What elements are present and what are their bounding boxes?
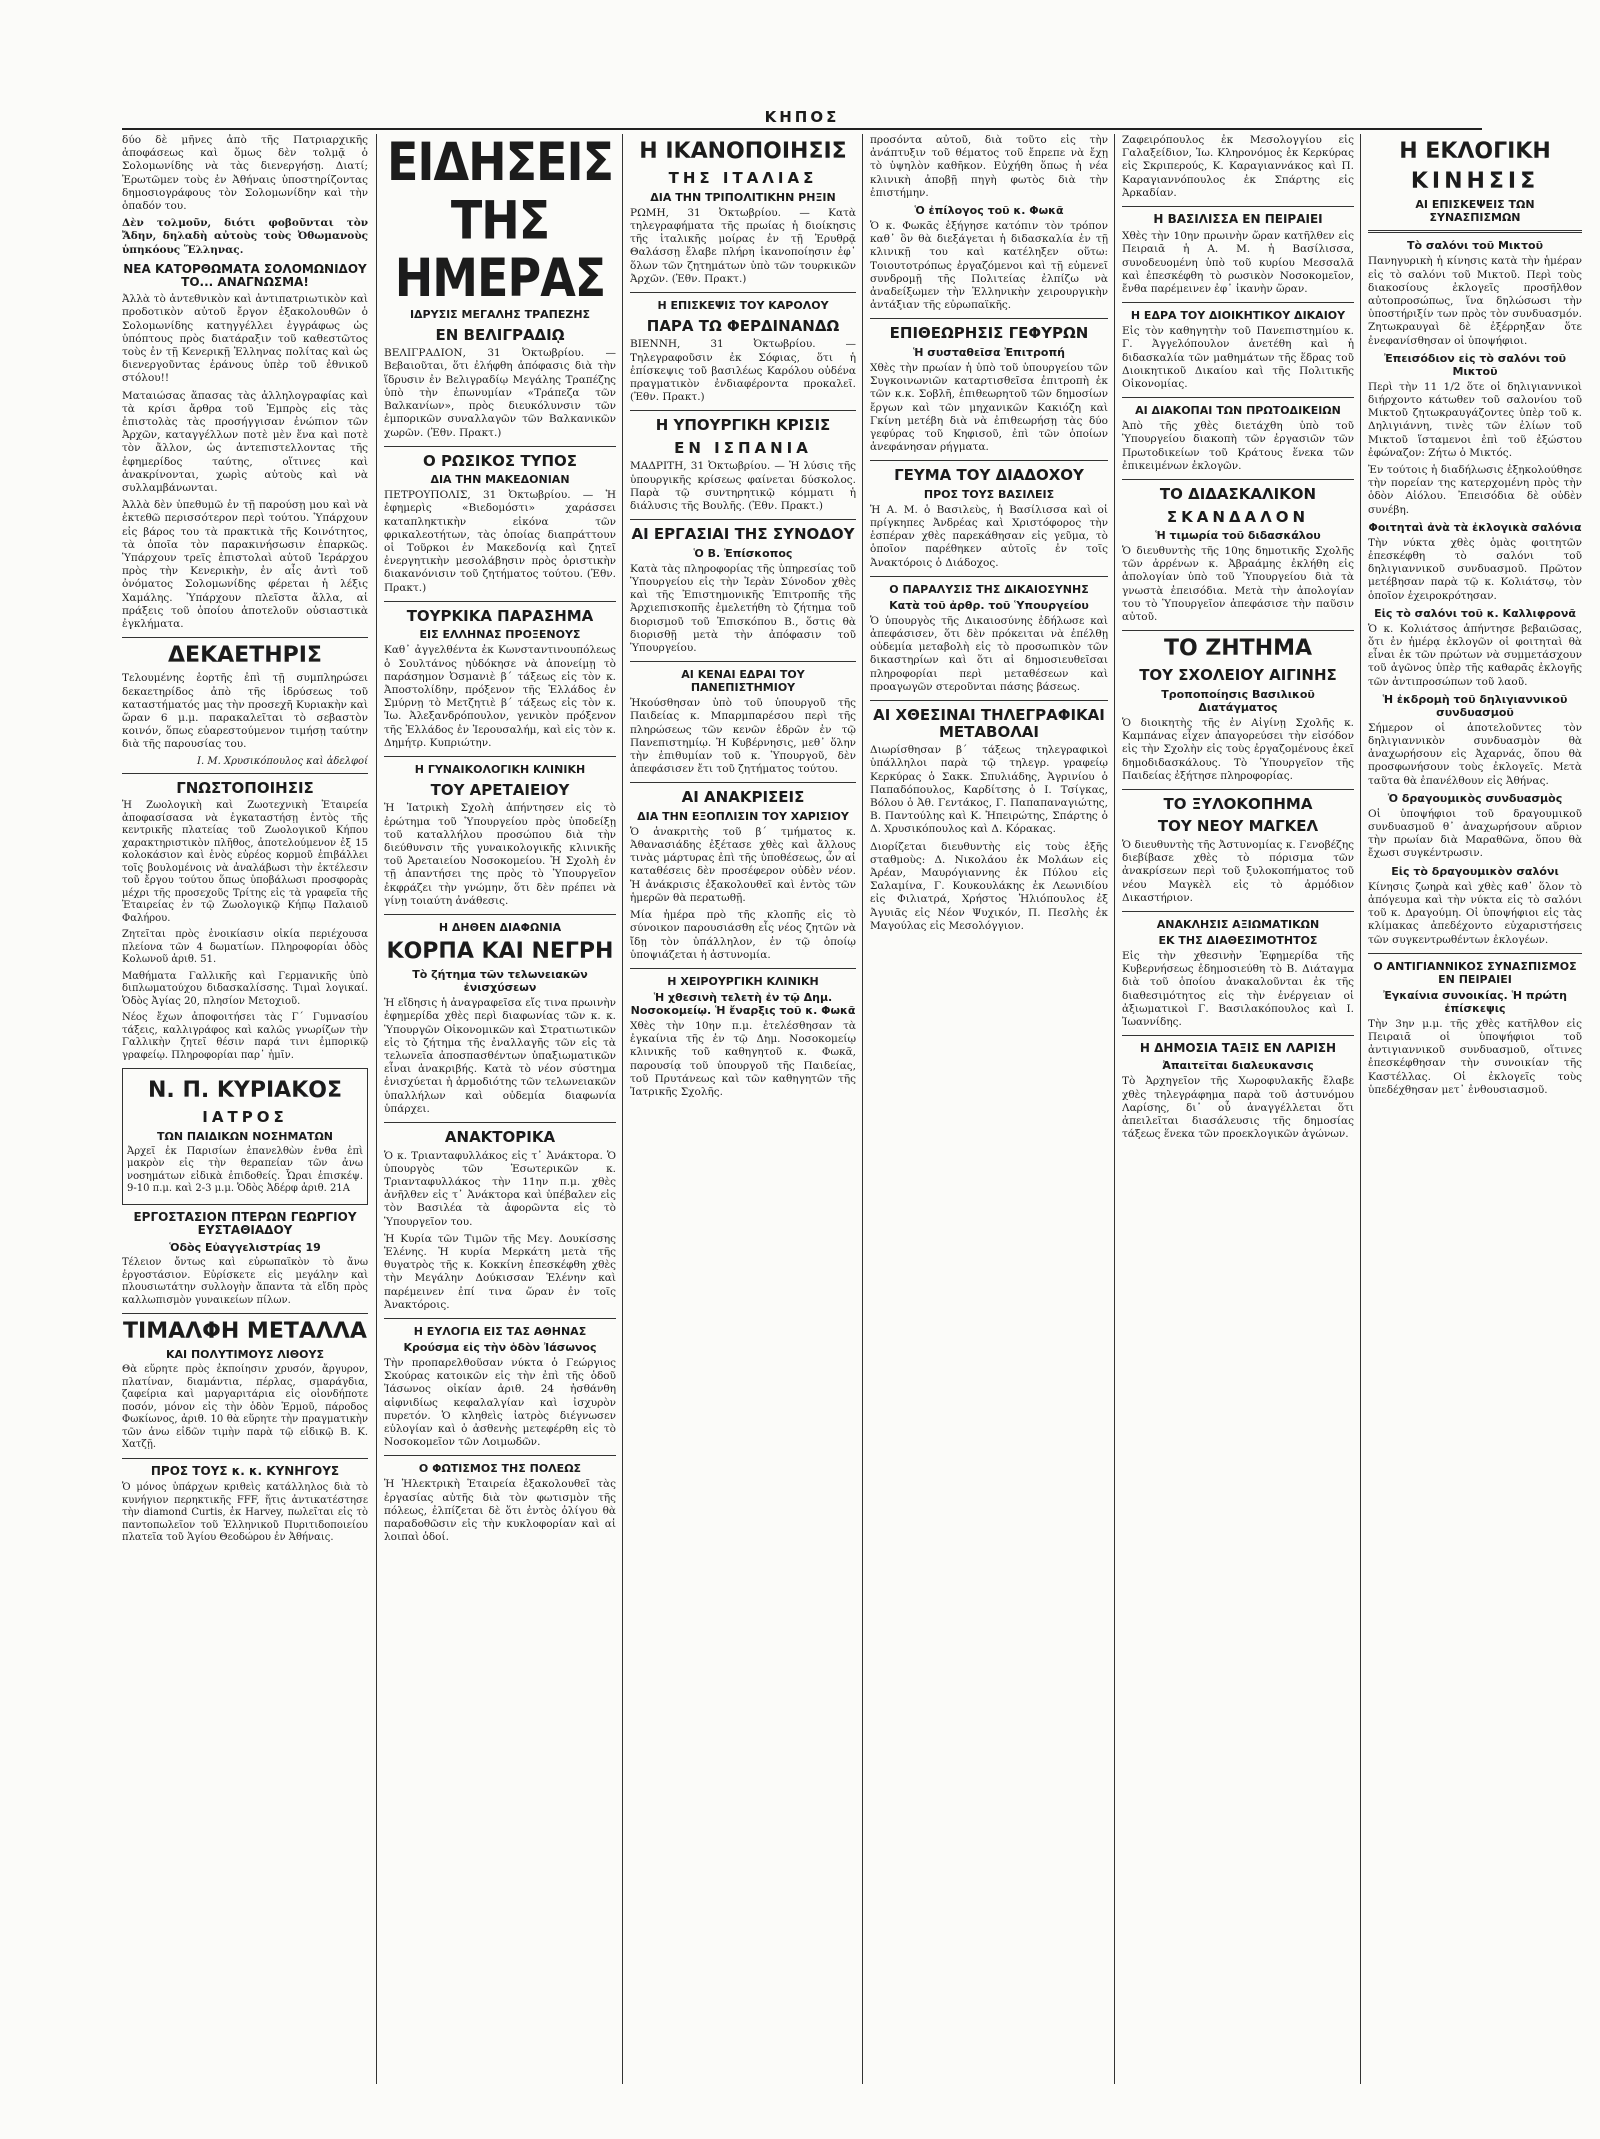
- article-text: Τὴν 3ην μ.μ. τῆς χθὲς κατῆλθον εἰς Πειραιᾶ οἱ ὑποψήφιοι τοῦ ἀντιγιαννικοῦ συνδυασμοῦ, οἵτινες ἐπεσκέφθησαν τὴν συνοικίαν τῆς Καστέλλας. Οἱ ἐκλογεῖς τοὺς ὑπεδέχθησαν μετ᾽ ἐνθουσιασμοῦ.: [1368, 1017, 1582, 1096]
- separator: [630, 782, 856, 783]
- article-heading: ΕΝ ΒΕΛΙΓΡΑΔΙῼ: [435, 325, 565, 344]
- article-subheading: ΕΚ ΤΗΣ ΔΙΑΘΕΣΙΜΟΤΗΤΟΣ: [1158, 933, 1318, 947]
- article-text: Ἀλλὰ δὲν ὑπεθυμῶ ἐν τῇ παρούσῃ μου καὶ νὰ ἐκτεθῶ περισσότερον περὶ τούτου. Ὑπάρχουν εἰς βάρος του τὰ πρακτικὰ τῆς Κοινότητος, τὰ ὁποῖα τὸν παρακινήσωσιν ἐπαρκῶς. Ὑπάρχουν τρεῖς ἐπιστολαὶ αὐτοῦ Ἱεράρχου πρὸς τὴν Κενερικὴν, ἐν αἷς ἀντὶ τοῦ ὀνόματος Σολομωνίδης φέρεται ἡ λέξις Χαμάλης. Ὑπάρχουν πλεῖστα ἄλλα, αἱ πράξεις τοῦ ὁποίου ἀποτελοῦν οὐσιαστικὰ ἐγκλήματα.: [122, 499, 368, 631]
- article-heading: Ο ΡΩΣΙΚΟΣ ΤΥΠΟΣ: [422, 451, 578, 470]
- article-text: Ὁ κ. Φωκᾶς ἐξήγησε κατόπιν τὸν τρόπον καθ᾽ ὃν θὰ διεξάγεται ἡ διδασκαλία ἐν τῇ κλινικῇ του καὶ κατέληξεν οὕτω: Τοιουτοτρόπως ἐργαζόμενοι καὶ τῇ εὐμενεῖ συνδρομῇ τῆς Πολιτείας ἐλπίζω νὰ ἀναδείξωμεν τὴν Ἑλληνικὴν χειρουργικὴν ἀντάξιαν τῆς εὐρωπαϊκῆς.: [870, 220, 1108, 312]
- article-text: ΒΙΕΝΝΗ, 31 Ὀκτωβρίου. — Τηλεγραφοῦσιν ἐκ Σόφιας, ὅτι ἡ ἐπίσκεψις τοῦ βασιλέως Καρόλου οὐδένα πραγματικὸν ἐνδιαφέροντα προκαλεῖ. (Ἐθν. Πρακτ.): [630, 338, 856, 404]
- article-text: ΡΩΜΗ, 31 Ὀκτωβρίου. — Κατὰ τηλεγραφήματα τῆς πρωίας ἡ διοίκησις τῆς ἰταλικῆς μοίρας ἐν τῇ Ἐρυθρᾷ Θαλάσσῃ ἔλαβε πλήρη ἱκανοποίησιν ἐφ᾽ ὅλων τῶν ζητημάτων ὑπὸ τῶν τουρκικῶν Ἀρχῶν. (Ἐθν. Πρακτ.): [630, 206, 856, 285]
- article-text: ΠΕΤΡΟΥΠΟΛΙΣ, 31 Ὀκτωβρίου. — Ἡ ἐφημερὶς «Βιεδομόστι» χαράσσει καταπληκτικὴν εἰκόνα τῶν φρικαλεοτήτων, τὰς ὁποίας διαπράττουν οἱ Τοῦρκοι ἐν Μακεδονίᾳ καὶ ζητεῖ ἐνεργητικὴν μεσολάβησιν πρὸς ὁριστικὴν διακανόνισιν τοῦ ζητήματος τούτου. (Ἐθν. Πρακτ.): [384, 489, 616, 594]
- advert-heading: ΠΡΟΣ ΤΟΥΣ κ. κ. ΚΥΝΗΓΟΥΣ: [150, 1463, 340, 1478]
- separator: [870, 576, 1108, 577]
- article-heading: ΙΔΡΥΣΙΣ ΜΕΓΑΛΗΣ ΤΡΑΠΕΖΗΣ: [409, 307, 591, 321]
- article-text: Ζαφειρόπουλος ἐκ Μεσολογγίου εἰς Γαλαξείδιον, Ἰω. Κληρονόμος ἐκ Κερκύρας εἰς Σκριπερούς, Κ. Καραγιαννάκος καὶ Π. Καραγιαννόπουλος ἐκ Σπάρτης εἰς Ἀρκαδίαν.: [1122, 134, 1354, 199]
- separator: [870, 700, 1108, 701]
- article-text: Εἰς τὸν καθηγητὴν τοῦ Πανεπιστημίου κ. Γ. Ἀγγελόπουλον ἀνετέθη καὶ ἡ διδασκαλία τῶν μαθημάτων τῆς ἕδρας τοῦ Διοικητικοῦ Δικαίου καὶ τῆς Πολιτικῆς Οἰκονομίας.: [1122, 325, 1354, 391]
- separator: [870, 318, 1108, 319]
- column-6: [1368, 134, 1582, 2084]
- advert-heading: Ν. Π. ΚΥΡΙΑΚΟΣ: [148, 1078, 342, 1104]
- section-heading: ΚΙΝΗΣΙΣ: [1410, 169, 1540, 195]
- advert-subheading: ΙΑΤΡΟΣ: [202, 1108, 288, 1127]
- article-subheading: Ἡ τιμωρία τοῦ διδασκάλου: [1155, 529, 1321, 543]
- article-subheading: ΔΙΑ ΤΗΝ ΤΡΙΠΟΛΙΤΙΚΗΝ ΡΗΞΙΝ: [650, 190, 836, 204]
- advert-box: [122, 1068, 368, 1205]
- column-1: [122, 134, 368, 2084]
- article-text: Ὁ διευθυντὴς τῆς 10ης δημοτικῆς Σχολῆς τῶν ἀρρένων κ. Ἀβραάμης ἐκλήθη εἰς ἀπολογίαν ὑπὸ τοῦ Ὑπουργείου διὰ τὰ γνωστὰ ἐπεισόδια. Μετὰ τὴν ἀπολογίαν του τὸ Ὑπουργεῖον ἀπεφάσισε τὴν παῦσιν αὐτοῦ.: [1122, 545, 1354, 624]
- separator: [1122, 1035, 1354, 1036]
- article-heading: ΓΕΥΜΑ ΤΟΥ ΔΙΑΔΟΧΟΥ: [894, 466, 1084, 485]
- separator: [122, 1313, 368, 1314]
- article-text: ΜΑΔΡΙΤΗ, 31 Ὀκτωβρίου. — Ἡ λύσις τῆς ὑπουργικῆς κρίσεως φαίνεται δύσκολος. Παρὰ τῷ συντηρητικῷ κόμματι ἡ διάλυσις τῆς Βουλῆς. (Ἐθν. Πρακτ.): [630, 460, 856, 513]
- article-subheading: Φοιτηταὶ ἀνὰ τὰ ἐκλογικὰ σαλόνια: [1368, 520, 1582, 534]
- article-heading: ΑΙ ΚΕΝΑΙ ΕΔΡΑΙ ΤΟΥ ΠΑΝΕΠΙΣΤΗΜΙΟΥ: [681, 668, 805, 695]
- article-subheading: Ἀπαιτεῖται διαλευκανσις: [1162, 1059, 1314, 1073]
- article-heading: ΓΝΩΣΤΟΠΟΙΗΣΙΣ: [176, 778, 314, 797]
- article-text: Διωρίσθησαν β΄ τάξεως τηλεγραφικοὶ ὑπάλληλοι παρὰ τῷ τηλεγρ. γραφείῳ Κερκύρας ὁ Σακκ. Σπυλιάδης, Ἀγρινίου ὁ Παπαδόπουλος, Καρδίτσης ὁ Ι. Τσίγκας, Βόλου ὁ Ἀθ. Γεντάκος, Γ. Παπαπαναγιώτης, Β. Παντούλης καὶ Κ. Ἠπειρώτης, Σπάρτης ὁ Δ. Χρυσικόπουλος καὶ Δ. Κόρακας.: [870, 744, 1108, 836]
- article-subheading: Ὁ ἐπίλογος τοῦ κ. Φωκᾶ: [914, 204, 1064, 218]
- article-text: Σήμερον οἱ ἀποτελοῦντες τὸν δηλιγιαννικὸν συνδυασμὸν θὰ ἀναχωρήσουν εἰς Ἀχαρνάς, ὅπου θὰ προσφωνήσουν τοὺς ἐκλογεῖς. Μετὰ ταῦτα θὰ ἐπανέλθουν εἰς Ἀθήνας.: [1368, 721, 1582, 787]
- article-heading: Ο ΦΩΤΙΣΜΟΣ ΤΗΣ ΠΟΛΕΩΣ: [418, 1462, 582, 1476]
- article-subheading: ΔΙΑ ΤΗΝ ΕΞΟΠΛΙΣΙΝ ΤΟΥ ΧΑΡΙΣΙΟΥ: [637, 809, 849, 823]
- article-heading: Η ΥΠΟΥΡΓΙΚΗ ΚΡΙΣΙΣ: [655, 416, 831, 435]
- article-text: Τὴν νύκτα χθὲς ὁμὰς φοιτητῶν ἐπεσκέφθη τὸ σαλόνι τοῦ δηλιγιαννικοῦ συνδυασμοῦ. Πρῶτον μετέβησαν παρὰ τῷ κ. Κολιάτσῳ, τὸν ὁποῖον ἐχειροκρότησαν.: [1368, 536, 1582, 602]
- column-2: [384, 134, 616, 2084]
- article-subheading: Ὁ Β. Ἐπίσκοπος: [693, 546, 793, 560]
- article-heading: ΑΙ ΕΡΓΑΣΙΑΙ ΤΗΣ ΣΥΝΟΔΟΥ: [631, 525, 855, 544]
- separator: [1122, 302, 1354, 303]
- article-heading: Η ΙΚΑΝΟΠΟΙΗΣΙΣ: [639, 139, 847, 164]
- article-heading: ΤΟ ΔΙΔΑΣΚΑΛΙΚΟΝ: [1159, 485, 1317, 504]
- article-heading: ΑΙ ΑΝΑΚΡΙΣΕΙΣ: [681, 788, 805, 807]
- separator: [630, 519, 856, 520]
- article-text: Κίνησις ζωηρὰ καὶ χθὲς καθ᾽ ὅλον τὸ ἀπόγευμα καὶ τὴν νύκτα εἰς τὸ σαλόνι τοῦ κ. Δραγούμη. Οἱ ὑποψήφιοι εἰς τὰς κλίμακας ἀπεδέχοντο εὐχαριστήσεις τῶν συγκεντρωθέντων ἐκλογέων.: [1368, 880, 1582, 946]
- separator: [384, 914, 616, 915]
- masthead: [122, 108, 1482, 130]
- article-text: Ἡ Ἰατρικὴ Σχολὴ ἀπήντησεν εἰς τὸ ἐρώτημα τοῦ Ὑπουργείου πρὸς ὑποδείξῃ τοῦ καταλλήλου προσώπου διὰ τὴν διεύθυνσιν τῆς γυναικολογικῆς κλινικῆς τοῦ Ἀρεταιείου Νοσοκομείου. Ἡ Σχολὴ ἐν τῇ ἀπαντήσει της πρὸς τὸ Ὑπουργεῖον ἐκφράζει τὴν γνώμην, ὅτι δὲν πρέπει νὰ γίνῃ τοιαύτη ἀνάθεσις.: [384, 802, 616, 907]
- article-text: Ἡ εἴδησις ἡ ἀναγραφεῖσα εἴς τινα πρωινὴν ἐφημερίδα χθὲς περὶ διαφωνίας τῶν κ. κ. Ὑπουργῶν Οἰκονομικῶν καὶ Στρατιωτικῶν εἰς τὸ ζήτημα τῆς ἐναλλαγῆς τῶν εἰς τὰ τελωνεῖα ἀποσπασθέντων ὑπαξιωματικῶν εἶναι ἀνακριβής. Κατὰ τὸ νέον σύστημα ἐνισχύεται ἡ ἀρμοδιότης τῶν τελωνειακῶν ὑπαλλήλων καὶ οὐδεμία διαφωνία ὑπάρχει.: [384, 997, 616, 1115]
- article-subheading: ΕΙΣ ΕΛΛΗΝΑΣ ΠΡΟΞΕΝΟΥΣ: [419, 628, 581, 642]
- article-subheading: Ἡ χθεσινὴ τελετὴ ἐν τῷ Δημ. Νοσοκομείῳ. Ἡ ἔναρξις τοῦ κ. Φωκᾶ: [630, 990, 856, 1017]
- article-subheading: Εἰς τὸ σαλόνι τοῦ κ. Καλλιφρονᾶ: [1374, 606, 1576, 620]
- article-text: Ὁ διευθυντὴς τῆς Ἀστυνομίας κ. Γενοβέζης διεβίβασε χθὲς τὸ πόρισμα τῶν ἀνακρίσεων περὶ τοῦ ξυλοκοπήματος τοῦ νέου Μαγκὲλ εἰς τὸ ἀρμόδιον Δικαστήριον.: [1122, 838, 1354, 904]
- article-heading: Η ΕΠΙΣΚΕΨΙΣ ΤΟΥ ΚΑΡΟΛΟΥ: [657, 298, 829, 312]
- section-heading: Η ΕΚΛΟΓΙΚΗ: [1399, 139, 1551, 164]
- article-subheading: Κρούσμα εἰς τὴν ὁδὸν Ἰάσωνος: [403, 1341, 597, 1355]
- article-text: Περὶ τὴν 11 1/2 ὅτε οἱ δηλιγιαννικοὶ διήρχοντο κάτωθεν τοῦ σαλονίου τοῦ Μικτοῦ ζητωκραυγάζοντες ὑπὲρ τοῦ κ. Δηλιγιάννη, τινὲς τῶν ἐλίων τοῦ Μικτοῦ ἵσταμενοι ἐπὶ τοῦ ἐξώστου ἐφώναζον: Ζήτω ὁ Μικτός.: [1368, 380, 1582, 459]
- article-text: Ματαιώσας ἅπασας τὰς ἀλληλογραφίας καὶ τὰ κρίσι ἄρθρα τοῦ Ἐμπρὸς εἰς τὰς ἐπιστολὰς τὰς προσήγγισαν ἐνώπιον τῶν Ἀρχῶν, καταγγέλλων ποτὲ μὲν ἕνα καὶ ποτὲ τὸν ἄλλον, ὡς ἀντεπιστελλοντας τῆς ἐφημερίδος ταύτης, οἵτινες καὶ ἀνακρίνονται, χωρὶς αὐτοὺς καὶ νὰ συλλαμβάνωνται.: [122, 389, 368, 495]
- separator: [384, 1318, 616, 1319]
- article-heading: Η ΧΕΙΡΟΥΡΓΙΚΗ ΚΛΙΝΙΚΗ: [667, 974, 819, 988]
- article-heading: Η ΔΗΘΕΝ ΔΙΑΦΩΝΙΑ: [438, 921, 562, 935]
- signature: Ι. Μ. Χρυσικόπουλος καὶ ἀδελφοί: [197, 755, 368, 767]
- classified-ad: Νέος ἔχων ἀποφοιτήσει τὰς Γ΄ Γυμνασίου τάξεις, καλλιγράφος καὶ καλῶς γνωρίζων τὴν Γαλλικὴν ζητεῖ θέσιν παρά τινι ἐμπορικῷ γραφείῳ. Πληροφορίαι παρ᾽ ἡμῖν.: [122, 1012, 368, 1061]
- advert-text: Ἀρχεῖ ἐκ Παρισίων ἐπανελθὼν ἐνθα ἐπὶ μακρὸν εἰς τὴν θεραπείαν τῶν ἀνω νοσημάτων εἰδικὰ ἐπιδοθείς. Ὧραι ἐπισκέψ. 9-10 π.μ. καὶ 2-3 μ.μ. Ὁδὸς Ἀδέρφ ἀριθ. 21Α: [127, 1145, 363, 1195]
- article-text: δύο δὲ μῆνες ἀπὸ τῆς Πατριαρχικῆς ἀποφάσεως καὶ ὅμως δὲν τολμᾷ ὁ Σολομωνίδης νὰ τὰς διενεργήσῃ. Διατί; Ἐρωτῶμεν τοὺς ἐν Ἀθήναις ὑποστηρίζοντας δημοσιογράφους τὸν Σολομωνίδην καὶ τὴν ὁπαδόν του.: [122, 134, 368, 213]
- advert-text: Τέλειον ὄντως καὶ εὐρωπαϊκὸν τὸ ἄνω ἐργοστάσιον. Εὑρίσκετε εἰς μεγάλην καὶ πλουσιωτάτην συλλογὴν ἅπαντα τὰ εἴδη πρὸς καλλωπισμὸν γυναικείων πίλων.: [122, 1257, 368, 1306]
- article-text: Ἠκούσθησαν ὑπὸ τοῦ ὑπουργοῦ τῆς Παιδείας κ. Μπαρμπαρέσου περὶ τῆς πληρώσεως τῶν κενῶν ἑδρῶν ἐν τῷ Πανεπιστημίῳ. Ἡ Κυβέρνησις, μεθ᾽ ὅλην τὴν ἐπιθυμίαν τοῦ κ. Ὑπουργοῦ, δὲν ἀπεφάσισεν ἔτι τοῦ ζητήματος τούτου.: [630, 697, 856, 776]
- separator: [384, 446, 616, 447]
- masthead-title: ΚΗΠΟΣ: [764, 108, 840, 126]
- separator: [122, 637, 368, 638]
- article-text: Ἀπὸ τῆς χθὲς διετάχθη ὑπὸ τοῦ Ὑπουργείου διακοπὴ τῶν ἐργασιῶν τῶν Πρωτοδικείων τοῦ Κράτους ἕνεκα τῶν ἐπικειμένων ἐκλογῶν.: [1122, 420, 1354, 472]
- advert-text: Θὰ εὕρητε πρὸς ἐκποίησιν χρυσόν, ἄργυρον, πλατίναν, διαμάντια, πέρλας, σμαράγδια, ζαφείρια καὶ μαργαριτάρια εἰς οἱονδήποτε ποσόν, μόνον εἰς τὴν ὁδὸν Ἑρμοῦ, πάροδος Φωκίωνος, ἀριθ. 10 θὰ εὕρητε τὴν πραγματικὴν τῶν ἀνω εἰδῶν τιμὴν παρὰ τῷ εἰδικῷ Β. Κ. Χατζῇ.: [122, 1364, 368, 1451]
- section-heading: ΕΙΔΗΣΕΙΣ ΤΗΣ ΗΜΕΡΑΣ: [386, 134, 614, 309]
- article-text: Χθὲς τὴν 10ην π.μ. ἐτελέσθησαν τὰ ἐγκαίνια τῆς ἐν τῷ Δημ. Νοσοκομείῳ κλινικῆς τοῦ καθηγητοῦ κ. Φωκᾶ, παρουσίᾳ τοῦ ὑπουργοῦ τῆς Παιδείας, τοῦ Πρυτάνεως καὶ τῶν καθηγητῶν τῆς Ἰατρικῆς Σχολῆς.: [630, 1019, 856, 1098]
- article-subheading: Ἡ συσταθεῖσα Ἐπιτροπή: [912, 345, 1066, 359]
- advert-heading: ΕΡΓΟΣΤΑΣΙΟΝ ΠΤΕΡΩΝ ΓΕΩΡΓΙΟΥ ΕΥΣΤΑΘΙΑΔΟΥ: [133, 1209, 357, 1238]
- article-text: Τὸ Ἀρχηγεῖον τῆς Χωροφυλακῆς ἔλαβε χθὲς τηλεγράφημα παρὰ τοῦ ἀστυνόμου Λαρίσης, δι᾽ οὗ ἀναγγέλλεται ὅτι ἀπειλεῖται διασάλευσις τῆς δημοσίας τάξεως ἕνεκα τῶν προεκλογικῶν ἀγώνων.: [1122, 1075, 1354, 1141]
- article-heading: ΕΠΙΘΕΩΡΗΣΙΣ ΓΕΦΥΡΩΝ: [889, 324, 1089, 343]
- advert-heading: ΤΙΜΑΛΦΗ ΜΕΤΑΛΛΑ: [123, 1319, 367, 1345]
- column-rule: [862, 134, 863, 2084]
- article-heading: ΤΟΥΡΚΙΚΑ ΠΑΡΑΣΗΜΑ: [406, 606, 594, 625]
- article-heading: ΔΕΚΑΕΤΗΡΙΣ: [168, 643, 322, 669]
- separator: [122, 1458, 368, 1459]
- article-subheading: Τροποποίησις Βασιλικοῦ Διατάγματος: [1161, 687, 1315, 714]
- article-subheading: ΔΙΑ ΤΗΝ ΜΑΚΕΔΟΝΙΑΝ: [430, 473, 570, 487]
- column-rule: [1114, 134, 1115, 2084]
- separator: [630, 661, 856, 662]
- column-rule: [376, 134, 377, 2084]
- article-text: Ἡ Ζωολογικὴ καὶ Ζωοτεχνικὴ Ἑταιρεία ἀποφασίσασα νὰ ἐγκαταστήσῃ ἐντὸς τῆς κεντρικῆς πλατείας τοῦ Ζωολογικοῦ Κήπου χαρακτηριστικὸν πλῆθος, ἀποτελούμενον ἐξ 15 κολοκάσιον καὶ ἑνὸς εὐρέος κορμοῦ ἐπιβάλλει τοῖς βουλομένοις νὰ ἀναλάβωσι τὴν ἐκτέλεσιν τοῦ ἔργου τούτου ὅπως ὑποβάλωσι προσφορὰς μέχρι τῆς προσεχοῦς Τρίτης εἰς τὰ γραφεῖα τῆς Ἑταιρείας ἐν τῷ Ζωολογικῷ Κήπῳ Παλαιοῦ Φαλήρου.: [122, 800, 368, 924]
- classified-ad: Μαθήματα Γαλλικῆς καὶ Γερμανικῆς ὑπὸ διπλωματούχου διδασκαλίσσης. Τιμαὶ λογικαί. Ὁδὸς Ἀγίας 20, πλησίον Μετοχιοῦ.: [122, 970, 368, 1007]
- article-heading: ΚΟΡΠΑ ΚΑΙ ΝΕΓΡΗ: [386, 939, 614, 965]
- article-subheading: Ἐπεισόδιον εἰς τὸ σαλόνι τοῦ Μικτοῦ: [1383, 351, 1567, 378]
- article-text: Ὁ ἀνακριτὴς τοῦ β΄ τμήματος κ. Ἀθανασιάδης ἐξέτασε χθὲς καὶ ἄλλους τινὰς μάρτυρας ἐπὶ τῆς ὑποθέσεως, ὧν αἱ καταθέσεις δὲν προσέφερον οὐδὲν νέον. Ἡ ἀνάκρισις ἐξακολουθεῖ καὶ ἐντὸς τῶν ἡμερῶν θὰ περατωθῇ.: [630, 825, 856, 904]
- article-text: Τελουμένης ἑορτῆς ἐπὶ τῇ συμπληρώσει δεκαετηρίδος ἀπὸ τῆς ἱδρύσεως τοῦ καταστήματός μας τὴν προσεχῆ Κυριακὴν καὶ ὥραν 6 μ.μ. παρακαλεῖται τὸ σεβαστὸν κοινόν, ὅπως εὐαρεστούμενον τιμήσῃ ταύτην διὰ τῆς παρουσίας του.: [122, 672, 368, 751]
- article-text: Χθὲς τὴν πρωίαν ἡ ὑπὸ τοῦ ὑπουργείου τῶν Συγκοινωνιῶν καταρτισθεῖσα ἐπιτροπὴ ἐκ τῶν κ.κ. Σοβλῆ, ἐπιθεωρητοῦ τῶν δημοσίων ἔργων καὶ τῶν μηχανικῶν Κακιόζη καὶ Γκίνη μετέβη διὰ νὰ ἐπιθεωρήσῃ τὰς δύο γεφύρας τοῦ Κηφισοῦ, ἐπὶ τῶν ὁποίων ἀνεφάνησαν ρήγματα.: [870, 361, 1108, 454]
- article-subheading: Εἰς τὸ δραγουμικὸν σαλόνι: [1391, 864, 1559, 878]
- article-text: Μία ἡμέρα πρὸ τῆς κλοπῆς εἰς τὸ σύνοικον παρουσιάσθη εἷς νέος ζητῶν νὰ ἴδῃ τὸν ὑπάλληλον, ἐν τῷ ὁποίῳ ὑποψιάζεται ἡ ἀστυνομία.: [630, 909, 856, 961]
- separator: [1122, 630, 1354, 631]
- advert-text: Ὁ μόνος ὑπάρχων κριθεὶς κατάλληλος διὰ τὸ κυνήγιον περηκτικῆς FFF, ἥτις ἀντικατέστησε τὴν diamond Curtis, ἐκ Harvey, πωλεῖται εἰς τὸ παντοπωλεῖον τοῦ Ἑλληνικοῦ Πυριτιδοποιείου πλατεῖα τοῦ Ἁγίου Θεοδώρου ἐν Ἀθήναις.: [122, 1482, 368, 1544]
- article-heading: ΤΟ ΞΥΛΟΚΟΠΗΜΑ: [1163, 794, 1313, 813]
- article-text: Διορίζεται διευθυντὴς εἰς τοὺς ἑξῆς σταθμοὺς: Δ. Νικολάου ἐκ Μολάων εἰς Ἀρέαν, Μαυρόγιαννης ἐκ Πύλου εἰς Σαλαμίνα, Γ. Κουκουλάκης ἐκ Λεωνιδίου εἰς Φιλιατρά, Χρήστος Ἠλιόπουλος ἐξ Ἀγυιᾶς εἰς Νέον Ψυχικόν, Π. Πεσλὴς ἐκ Μαγούλας εἰς Μεσολόγγιον.: [870, 840, 1108, 932]
- article-text: Ὁ κ. Τριανταφυλλάκος εἰς τ᾽ Ἀνάκτορα. Ὁ ὑπουργὸς τῶν Ἐσωτερικῶν κ. Τριανταφυλλάκος τὴν 11ην π.μ. χθὲς ἀνῆλθεν εἰς τ᾽ Ἀνάκτορα καὶ ὑπέβαλεν εἰς τὸν Βασιλέα τὰ ἀφορῶντα εἰς τὸ Ὑπουργεῖον του.: [384, 1149, 616, 1228]
- article-subheading: ΠΑΡΑ ΤΩ ΦΕΡΔΙΝΑΝΔΩ: [646, 316, 840, 335]
- article-subheading: Κατὰ τοῦ ἀρθρ. τοῦ Ὑπουργείου: [889, 598, 1089, 612]
- advert-subheading: ΚΑΙ ΠΟΛΥΤΙΜΟΥΣ ΛΙΘΟΥΣ: [166, 1348, 324, 1362]
- article-heading: ΤΗΣ ΙΤΑΛΙΑΣ: [668, 169, 818, 188]
- article-heading: Η ΕΔΡΑ ΤΟΥ ΔΙΟΙΚΗΤΙΚΟΥ ΔΙΚΑΙΟΥ: [1130, 309, 1346, 323]
- separator: [122, 773, 368, 774]
- separator: [1368, 953, 1582, 954]
- separator: [384, 1455, 616, 1456]
- separator: [1122, 789, 1354, 790]
- article-heading: ΤΟΥ ΣΧΟΛΕΙΟΥ ΑΙΓΙΝΗΣ: [1139, 666, 1337, 685]
- separator: [384, 601, 616, 602]
- article-subheading: Ὁ δραγουμικὸς συνδυασμὸς: [1387, 791, 1563, 805]
- separator: [1122, 479, 1354, 480]
- article-text: Ἡ Κυρία τῶν Τιμῶν τῆς Μεγ. Δουκίσσης Ἑλένης. Ἡ κυρία Μερκάτη μετὰ τῆς θυγατρὸς τῆς κ. Κοκκίνη ἐπεσκέφθη χθὲς τὴν Μεγάλην Δούκισσαν Ἑλένην καὶ παρέμεινεν ἐπί τινα ὥραν ἐν τοῖς Ἀνακτόροις.: [384, 1232, 616, 1311]
- separator: [1122, 911, 1354, 912]
- article-text: Ἡ Α. Μ. ὁ Βασιλεὺς, ἡ Βασίλισσα καὶ οἱ πρίγκηπες Ἀνδρέας καὶ Χριστόφορος τὴν ἑσπέραν χθὲς παρεκάθησαν εἰς γεῦμα, τὸ ὁποῖον παρέθηκεν αὐτοῖς ἐν τοῖς Ἀνακτόροις ὁ Διάδοχος.: [870, 503, 1108, 569]
- article-heading: Η ΔΗΜΟΣΙΑ ΤΑΞΙΣ ΕΝ ΛΑΡΙΣΗ: [1139, 1041, 1337, 1056]
- article-text: Ὁ ὑπουργὸς τῆς Δικαιοσύνης ἐδήλωσε καὶ ἀπεφάσισεν, ὅτι δὲν πρόκειται νὰ ἐπέλθῃ οὐδεμία μεταβολὴ εἰς τὸ προσωπικὸν τῶν δικαστηρίων καὶ ὅτι αἱ δημοσιευθεῖσαι πληροφορίαι περὶ μεταθέσεων καὶ προαγωγῶν στεροῦνται πάσης βάσεως.: [870, 614, 1108, 693]
- column-rule: [622, 134, 623, 2084]
- column-4: [870, 134, 1108, 2084]
- article-heading: ΑΙ ΧΘΕΣΙΝΑΙ ΤΗΛΕΓΡΑΦΙΚΑΙ ΜΕΤΑΒΟΛΑΙ: [873, 706, 1105, 741]
- article-heading: ΤΟ ΖΗΤΗΜΑ: [1163, 636, 1313, 662]
- separator: [1122, 206, 1354, 207]
- separator: [1122, 397, 1354, 398]
- advert-address: Ὁδὸς Εὐαγγελιστρίας 19: [169, 1241, 321, 1255]
- article-subheading: Τὸ ζήτημα τῶν τελωνειακῶν ἐνισχύσεων: [412, 968, 588, 995]
- classified-ad: Ζητεῖται πρὸς ἐνοικίασιν οἰκία περιέχουσα πλείονα τῶν 4 δωματίων. Πληροφορίαι ὁδὸς Κολωνοῦ ἀριθ. 51.: [122, 929, 368, 966]
- article-subheading: Ἐγκαίνια συνοικίας. Ἡ πρώτη ἐπίσκεψις: [1383, 988, 1567, 1015]
- article-text: Κατὰ τὰς πληροφορίας τῆς ὑπηρεσίας τοῦ Ὑπουργείου εἰς τὴν Ἱερὰν Σύνοδον χθὲς καὶ τῆς Ἐπιστημονικῆς Ἐπιτροπῆς τῆς Ἀρχιεπισκοπῆς ἐμελετήθη τὸ ζήτημα τοῦ διορισμοῦ τοῦ Ἐπισκόπου Β., ὅστις θὰ διορισθῇ μετὰ τὴν ἀπόφασιν τοῦ Ὑπουργείου.: [630, 562, 856, 654]
- article-text: Οἱ ὑποψήφιοι τοῦ δραγουμικοῦ συνδυασμοῦ θ᾽ ἀναχωρήσουν αὔριον τὴν πρωίαν διὰ Μαραθῶνα, ὅπου θὰ ἔχωσι συγκέντρωσιν.: [1368, 807, 1582, 860]
- article-subheading: Τὸ σαλόνι τοῦ Μικτοῦ: [1406, 239, 1544, 253]
- article-text: Ὁ διοικητὴς τῆς ἐν Αἰγίνῃ Σχολῆς κ. Καμπάνας εἶχεν ἀπαγορεύσει τὴν εἰσόδον εἰς τὴν Σχολὴν εἰς τοὺς ἐργαζομένους ἐκεῖ δημοδιδασκάλους. Τὸ Ὑπουργεῖον τῆς Παιδείας ἐξήτησε πληροφορίας.: [1122, 716, 1354, 782]
- article-heading: ΑΝΑΚΛΗΣΙΣ ΑΞΙΩΜΑΤΙΚΩΝ: [1156, 917, 1320, 931]
- article-heading: ΑΙ ΔΙΑΚΟΠΑΙ ΤΩΝ ΠΡΩΤΟΔΙΚΕΙΩΝ: [1135, 404, 1341, 418]
- article-subheading: ΠΡΟΣ ΤΟΥΣ ΒΑΣΙΛΕΙΣ: [923, 487, 1055, 501]
- article-text: Χθὲς τὴν 10ην πρωινὴν ὥραν κατῆλθεν εἰς Πειραιᾶ ἡ Α. Μ. ἡ Βασίλισσα, συνοδευομένη ὑπὸ τοῦ κυρίου Μεσσαλᾶ καὶ ἐπεσκέφθη τὸ ρωσικὸν Νοσοκομεῖον, ἔνθα παρέμεινεν ἐφ᾽ ἱκανὴν ὥραν.: [1122, 230, 1354, 296]
- article-heading: Η ΓΥΝΑΙΚΟΛΟΓΙΚΗ ΚΛΙΝΙΚΗ: [414, 762, 586, 776]
- article-subheading: ΤΟΥ ΑΡΕΤΑΙΕΙΟΥ: [430, 780, 570, 799]
- article-text: Εἰς τὴν χθεσινὴν Ἐφημερίδα τῆς Κυβερνήσεως ἐδημοσιεύθη τὸ Β. Διάταγμα διὰ τοῦ ὁποίου ἀνακαλοῦνται ἐκ τῆς διαθεσιμότητος εἰς τὴν ἐνέργειαν οἱ ἀξιωματικοὶ Γ. Βασιλακόπουλος καὶ Ι. Ἰωαννίδης.: [1122, 949, 1354, 1028]
- article-text: Ἐν τούτοις ἡ διαδήλωσις ἐξηκολούθησε τὴν πορείαν της κατερχομένη πρὸς τὴν ὁδὸν Αἰόλου. Ἐπεισόδια δὲ οὐδὲν συνέβη.: [1368, 464, 1582, 516]
- article-text: Ἀλλὰ τὸ ἀντεθνικὸν καὶ ἀντιπατριωτικὸν καὶ προδοτικὸν αὐτοῦ ἔργον ἐξακολουθῶν ὁ Σολομωνίδης κατηγγέλλει ἐγγράφως ὡς ὑπόπτους πρὸς διατάραξιν τοῦ καθεστῶτος τοὺς ἐν τῇ Κενερικῇ Ἑλληνας πολίτας καὶ ὡς διενεργοῦντας ἐράνους ὑπὲρ τοῦ ἐθνικοῦ στόλου!!: [122, 293, 368, 385]
- column-3: [630, 134, 856, 2084]
- article-text: Δὲν τολμοῦν, διότι φοβοῦνται τὸν Ἄδην, δηλαδὴ αὐτοὺς τοὺς Ὀθωμανοὺς ὑπηκόους Ἕλληνας.: [122, 217, 368, 256]
- article-heading: ΑΝΑΚΤΟΡΙΚΑ: [444, 1128, 556, 1147]
- article-heading: Η ΕΥΛΟΓΙΑ ΕΙΣ ΤΑΣ ΑΘΗΝΑΣ: [413, 1325, 587, 1339]
- article-heading: Ο ΑΝΤΙΓΙΑΝΝΙΚΟΣ ΣΥΝΑΣΠΙΣΜΟΣ ΕΝ ΠΕΙΡΑΙΕΙ: [1373, 959, 1577, 986]
- article-text: Τὴν προπαρελθοῦσαν νύκτα ὁ Γεώργιος Σκούρας κατοικῶν εἰς τὴν ἐπὶ τῆς ὁδοῦ Ἰάσωνος οἰκίαν ἀριθ. 24 ἠσθάνθη αἰφνιδίως κεφαλαλγίαν καὶ ἰσχυρὸν πυρετόν. Ὁ κληθεὶς ἰατρὸς διέγνωσεν εὐλογίαν καὶ ὁ ἀσθενὴς μετεφέρθη εἰς τὸ Νοσοκομεῖον τῶν Λοιμωδῶν.: [384, 1357, 616, 1449]
- article-text: Καθ᾽ ἀγγελθέντα ἐκ Κωνσταντινουπόλεως ὁ Σουλτάνος ηὐδόκησε νὰ ἀπονείμῃ τὸ παράσημον Ὀσμανιὲ β΄ τάξεως εἰς τὸν κ. Ἀποστολίδην, πρόξενον τῆς Ἑλλάδος ἐν Σμύρνῃ τὸ Μετζητιὲ β΄ τάξεως εἰς τὸν κ. Ἰω. Ἀλεξανδρόπουλον, γενικὸν πρόξενον τῆς Ἑλλάδος ἐν Ἱερουσαλήμ, καὶ εἰς τὸν κ. Δημήτρ. Κυπριώτην.: [384, 644, 616, 749]
- advert-subheading: ΤΩΝ ΠΑΙΔΙΚΩΝ ΝΟΣΗΜΑΤΩΝ: [156, 1129, 334, 1143]
- article-heading: ΤΟΥ ΝΕΟΥ ΜΑΓΚΕΛ: [1157, 817, 1319, 836]
- separator: [384, 1122, 616, 1123]
- separator: [630, 968, 856, 969]
- article-text: προσόντα αὐτοῦ, διὰ τοῦτο εἰς τὴν ἀνάπτυξιν τοῦ θέματος τοῦ ἔπρεπε νὰ ἔχῃ τὸ ὑψηλὸν καθῆκον. Εὐχήθη ὅπως ἡ νέα κλινικὴ ἀποβῇ πηγὴ φωτὸς διὰ τὴν ἐπιστήμην.: [870, 134, 1108, 199]
- article-heading: Ο ΠΑΡΑΛΥΣΙΣ ΤΗΣ ΔΙΚΑΙΟΣΥΝΗΣ: [889, 582, 1089, 596]
- article-text: Ὁ κ. Κολιάτσος ἀπήντησε βεβαιῶσας, ὅτι ἐν ἡμέρᾳ ἐκλογῶν οἱ φοιτηταὶ θὰ εἶναι ἐκ τῶν πρώτων νὰ συμμετάσχουν τοῦ ἀγῶνος ὑπὲρ τῆς καθαρᾶς ἐκλογῆς τῶν ἀντιπροσώπων τοῦ λαοῦ.: [1368, 622, 1582, 688]
- separator: [630, 292, 856, 293]
- separator: [870, 460, 1108, 461]
- article-heading: ΣΚΑΝΔΑΛΟΝ: [1166, 507, 1310, 526]
- separator: [630, 410, 856, 411]
- separator: [1368, 230, 1582, 233]
- article-heading: ΕΝ ΙΣΠΑΝΙΑ: [674, 438, 812, 457]
- article-subheading: ΑΙ ΕΠΙΣΚΕΨΕΙΣ ΤΩΝ ΣΥΝΑΣΠΙΣΜΩΝ: [1415, 198, 1535, 225]
- article-heading: ΝΕΑ ΚΑΤΟΡΘΩΜΑΤΑ ΣΟΛΟΜΩΝΙΔΟΥ ΤΟ... ΑΝΑΓΝΩΣΜΑ!: [123, 261, 367, 290]
- article-text: Πανηγυρικὴ ἡ κίνησις κατὰ τὴν ἡμέραν εἰς τὸ σαλόνι τοῦ Μικτοῦ. Περὶ τοὺς διακοσίους ἐκλογεῖς προσῆλθον αὐτοπροσώπως, ἵνα δηλώσωσι τὴν ὑποστήριξίν των πρὸς τὸν συνδυασμόν. Ζητωκραυγαὶ δὲ ἐξέρρηξαν ὅτε ἐνεφανίσθησαν οἱ ὑποψήφιοι.: [1368, 255, 1582, 347]
- column-rule: [1360, 134, 1361, 2084]
- article-text: ΒΕΛΙΓΡΑΔΙΟΝ, 31 Ὀκτωβρίου. — Βεβαιοῦται, ὅτι ἐλήφθη ἀπόφασις διὰ τὴν ἵδρυσιν ἐν Βελιγραδίῳ Μεγάλης Τραπέζης ὑπὸ τὴν ἐπωνυμίαν «Τράπεζα τῶν Βαλκανίων», πρὸς διευκόλυνσιν τῶν ἐμπορικῶν συναλλαγῶν τῶν Βαλκανικῶν χωρῶν. (Ἐθν. Πρακτ.): [384, 347, 616, 439]
- article-text: Ἡ Ἠλεκτρικὴ Ἑταιρεία ἐξακολουθεῖ τὰς ἐργασίας αὐτῆς διὰ τὸν φωτισμὸν τῆς πόλεως, ἐλπίζεται δὲ ὅτι ἐντὸς ὀλίγου θὰ παραδοθῶσιν εἰς τὴν κυκλοφορίαν καὶ αἱ λοιπαὶ ὁδοί.: [384, 1478, 616, 1544]
- column-5: [1122, 134, 1354, 2084]
- article-heading: Η ΒΑΣΙΛΙΣΣΑ ΕΝ ΠΕΙΡΑΙΕΙ: [1153, 212, 1323, 227]
- separator: [384, 756, 616, 757]
- article-subheading: Ἡ ἐκδρομὴ τοῦ δηλιγιαννικοῦ συνδυασμοῦ: [1382, 692, 1568, 719]
